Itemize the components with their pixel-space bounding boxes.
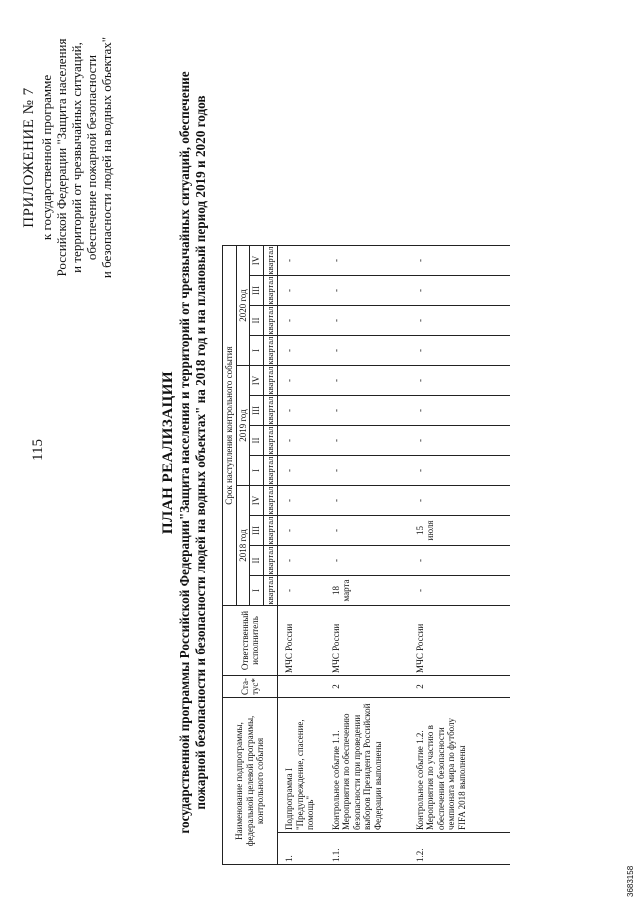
row-deadline-cell: - [414, 486, 510, 516]
row-number: 1. [278, 833, 330, 865]
row-deadline-cell: - [330, 306, 414, 336]
row-deadline-cell: - [278, 456, 330, 486]
row-number: 1.2. [414, 833, 510, 865]
row-deadline-cell: - [278, 276, 330, 306]
row-name: Контрольное событие 1.1. Мероприятия по обеспечению безопасности при проведении выборов Президента Российской Федерации выполнены [330, 698, 414, 833]
row-deadline-cell: - [330, 486, 414, 516]
quarter-number: I [250, 576, 264, 606]
appendix-line: к государственной программе [39, 74, 54, 241]
row-deadline-cell: - [414, 336, 510, 366]
row-deadline-cell: - [278, 366, 330, 396]
row-deadline-cell: - [414, 546, 510, 576]
quarter-number: II [250, 306, 264, 336]
quarter-label: квартал [264, 576, 278, 606]
header-executor: Ответственный исполнитель [223, 606, 278, 676]
row-status [278, 676, 330, 698]
quarter-label: квартал [264, 306, 278, 336]
row-deadline-cell: - [278, 396, 330, 426]
row-deadline-cell: - [330, 396, 414, 426]
row-deadline-cell: - [414, 276, 510, 306]
table-row [414, 246, 510, 865]
row-name: Контрольное событие 1.2. Мероприятия по участию в обеспечении безопасности чемпионата мира по футболу FIFA 2018 выполнены [414, 698, 510, 833]
row-deadline-cell: - [330, 516, 414, 546]
appendix-line: Российской Федерации "Защита населения [54, 38, 69, 277]
row-executor: МЧС России [414, 606, 510, 676]
row-deadline-cell: - [330, 366, 414, 396]
quarter-number: III [250, 276, 264, 306]
row-status: 2 [414, 676, 510, 698]
quarter-label: квартал [264, 426, 278, 456]
row-deadline-cell: - [330, 456, 414, 486]
quarter-number: III [250, 516, 264, 546]
quarter-label: квартал [264, 486, 278, 516]
quarter-label: квартал [264, 336, 278, 366]
quarter-label: квартал [264, 396, 278, 426]
row-deadline-cell: - [414, 366, 510, 396]
quarter-number: II [250, 426, 264, 456]
appendix-line: и территорий от чрезвычайных ситуаций, [69, 42, 84, 273]
row-executor: МЧС России [278, 606, 330, 676]
quarter-label: квартал [264, 456, 278, 486]
appendix-line: обеспечение пожарной безопасности [84, 54, 99, 261]
row-deadline-cell: - [414, 306, 510, 336]
implementation-plan-table [222, 245, 510, 865]
row-deadline-cell: - [330, 426, 414, 456]
row-name: Подпрограмма I "Предупреждение, спасение, помощь" [278, 698, 330, 833]
row-deadline-cell: - [414, 396, 510, 426]
header-year-2020: 2020 год [236, 246, 250, 366]
row-deadline-cell: - [414, 576, 510, 606]
row-deadline-cell: 15 июля [414, 516, 510, 546]
row-status: 2 [330, 676, 414, 698]
document-number: 3683158 [626, 865, 635, 897]
page-number: 115 [30, 439, 46, 461]
row-executor: МЧС России [330, 606, 414, 676]
quarter-label: квартал [264, 366, 278, 396]
plan-heading: ПЛАН РЕАЛИЗАЦИИ [160, 370, 176, 535]
quarter-number: IV [250, 246, 264, 276]
row-deadline-cell: - [414, 456, 510, 486]
appendix-line: и безопасности людей на водных объектах" [99, 36, 114, 279]
plan-title-line: пожарной безопасности и безопасности людей на водных объектах" на 2018 год и на плановый период 2019 и 2020 годов [193, 95, 208, 810]
row-deadline-cell: - [278, 546, 330, 576]
quarter-label: квартал [264, 546, 278, 576]
row-deadline-cell: - [278, 306, 330, 336]
row-deadline-cell: - [278, 516, 330, 546]
row-deadline-cell: - [278, 246, 330, 276]
quarter-number: IV [250, 486, 264, 516]
row-deadline-cell: - [330, 336, 414, 366]
header-name: Наименование подпрограммы, федеральной целевой программы, контрольного события [223, 698, 278, 865]
quarter-number: I [250, 336, 264, 366]
row-deadline-cell: - [278, 426, 330, 456]
header-year-2018: 2018 год [236, 486, 250, 606]
table-row [330, 246, 414, 865]
row-deadline-cell: - [278, 486, 330, 516]
quarter-number: II [250, 546, 264, 576]
header-year-2019: 2019 год [236, 366, 250, 486]
row-deadline-cell: - [330, 246, 414, 276]
header-status: Ста-тус* [223, 676, 278, 698]
row-deadline-cell: - [278, 336, 330, 366]
quarter-label: квартал [264, 516, 278, 546]
table-row [278, 246, 330, 865]
appendix-block [22, 0, 114, 315]
quarter-label: квартал [264, 246, 278, 276]
plan-title [160, 10, 209, 895]
quarter-number: I [250, 456, 264, 486]
row-deadline-cell: - [330, 546, 414, 576]
header-deadline: Срок наступления контрольного события [223, 246, 237, 606]
quarter-number: III [250, 396, 264, 426]
plan-title-line: государственной программы Российской Федерации"Защита населения и территорий от чрезвычайных ситуаций, обеспечение [177, 71, 192, 834]
row-deadline-cell: - [330, 276, 414, 306]
row-number: 1.1. [330, 833, 414, 865]
quarter-number: IV [250, 366, 264, 396]
row-deadline-cell: - [414, 426, 510, 456]
quarter-label: квартал [264, 276, 278, 306]
row-deadline-cell: - [278, 576, 330, 606]
row-deadline-cell: 18 марта [330, 576, 414, 606]
appendix-title: ПРИЛОЖЕНИЕ № 7 [21, 87, 37, 228]
row-deadline-cell: - [414, 246, 510, 276]
